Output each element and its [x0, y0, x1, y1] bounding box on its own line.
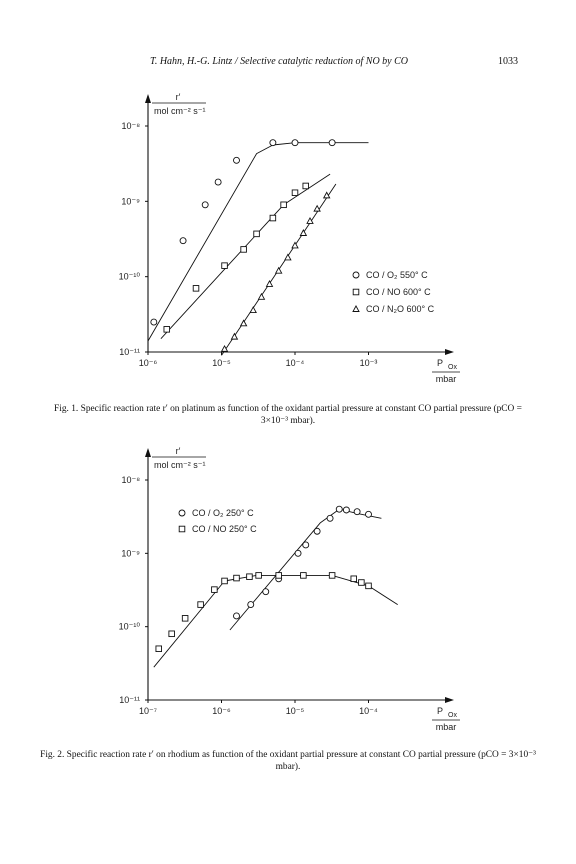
figure-2-chart — [0, 436, 576, 746]
data-point-square — [164, 327, 170, 333]
y-axis-label-denominator: mol cm⁻² s⁻¹ — [154, 106, 206, 116]
data-point-circle — [314, 528, 320, 534]
data-point-square — [256, 573, 262, 579]
data-point-circle — [303, 542, 309, 548]
data-point-square — [281, 202, 287, 208]
figure-1-chart — [0, 82, 576, 402]
y-axis-label-numerator: r′ — [175, 92, 181, 102]
data-point-triangle — [292, 242, 298, 248]
data-point-square — [359, 580, 365, 586]
y-tick-label: 10⁻⁸ — [121, 121, 140, 131]
data-point-circle — [234, 613, 240, 619]
y-tick-label: 10⁻⁸ — [121, 475, 140, 485]
legend-label: CO / NO 600° C — [366, 287, 431, 297]
data-point-square — [222, 578, 228, 584]
data-point-circle — [151, 319, 157, 325]
legend-marker-square — [179, 526, 185, 532]
data-point-circle — [270, 140, 276, 146]
series-curve — [154, 575, 398, 667]
x-tick-label: 10⁻⁶ — [212, 706, 231, 716]
data-point-triangle — [307, 218, 313, 224]
x-tick-label: 10⁻⁶ — [138, 358, 158, 368]
data-point-circle — [327, 515, 333, 521]
series-square — [161, 174, 431, 339]
legend-label: CO / N₂O 600° C — [366, 304, 435, 314]
x-tick-label: 10⁻⁴ — [285, 358, 305, 368]
data-point-square — [270, 215, 276, 221]
legend-label: CO / O₂ 250° C — [192, 508, 254, 518]
legend-marker-circle — [179, 510, 185, 516]
data-point-square — [366, 583, 372, 589]
x-tick-label: 10⁻⁵ — [212, 358, 231, 368]
legend-marker-square — [353, 289, 359, 295]
data-point-square — [222, 263, 228, 269]
data-point-circle — [234, 157, 240, 163]
series-curve — [161, 174, 330, 339]
x-tick-label: 10⁻⁵ — [285, 706, 305, 716]
series-square — [154, 524, 398, 667]
y-axis-label-numerator: r′ — [175, 446, 181, 456]
data-point-circle — [329, 140, 335, 146]
data-point-circle — [248, 602, 254, 608]
x-axis-label-subscript: Ox — [448, 712, 457, 719]
legend-marker-circle — [353, 272, 359, 278]
x-axis-label-subscript: Ox — [448, 364, 457, 371]
x-axis-label-denominator: mbar — [435, 374, 457, 384]
data-point-square — [241, 247, 247, 253]
legend-label: CO / NO 250° C — [192, 524, 257, 534]
data-point-triangle — [258, 294, 264, 300]
data-point-triangle — [250, 307, 256, 313]
x-axis-arrow — [445, 697, 454, 703]
figure-2-caption: Fig. 2. Specific reaction rate r′ on rhodium as function of the oxidant partial pressure at constant CO partial pressure (pCO = 3×10⁻³ mbar). — [40, 750, 536, 772]
data-point-square — [301, 573, 307, 579]
x-tick-label: 10⁻⁷ — [138, 706, 158, 716]
data-point-circle — [354, 509, 360, 515]
data-point-triangle — [222, 346, 228, 352]
y-tick-label: 10⁻¹⁰ — [118, 271, 140, 282]
data-point-square — [182, 616, 188, 622]
data-point-square — [329, 573, 335, 579]
data-point-circle — [180, 238, 186, 244]
data-point-square — [292, 190, 298, 196]
data-point-circle — [263, 589, 269, 595]
legend-label: CO / O₂ 550° C — [366, 270, 428, 280]
figure-1 — [0, 82, 576, 402]
y-tick-label: 10⁻¹¹ — [119, 347, 140, 357]
y-axis-arrow — [145, 94, 151, 103]
y-axis-arrow — [145, 448, 151, 457]
y-tick-label: 10⁻⁹ — [121, 548, 140, 559]
figure-1-caption: Fig. 1. Specific reaction rate r′ on platinum as function of the oxidant partial pressure at constant CO partial pressure (pCO = 3×10⁻³ mbar). — [54, 404, 522, 426]
data-point-square — [212, 587, 218, 593]
data-point-circle — [336, 506, 342, 512]
x-axis-label-denominator: mbar — [435, 722, 457, 732]
data-point-circle — [343, 507, 349, 513]
data-point-square — [234, 575, 240, 581]
x-tick-label: 10⁻⁴ — [359, 706, 378, 716]
page-number: 1033 — [498, 56, 518, 67]
figure-2 — [0, 436, 576, 746]
data-point-square — [198, 602, 204, 608]
data-point-square — [247, 574, 253, 580]
running-title: T. Hahn, H.-G. Lintz / Selective catalytic reduction of NO by CO — [150, 56, 409, 67]
data-point-circle — [215, 179, 221, 185]
y-axis-label-denominator: mol cm⁻² s⁻¹ — [154, 460, 206, 470]
data-point-square — [351, 576, 357, 582]
data-point-square — [303, 183, 309, 189]
data-point-circle — [202, 202, 208, 208]
data-point-square — [156, 646, 162, 652]
data-point-square — [193, 286, 199, 292]
y-tick-label: 10⁻⁹ — [121, 196, 140, 207]
x-axis-label-numerator: P — [436, 358, 444, 368]
data-point-square — [254, 231, 260, 237]
x-axis-arrow — [445, 349, 454, 355]
chart-1-group — [119, 92, 460, 384]
data-point-square — [276, 573, 282, 579]
data-point-square — [169, 631, 175, 637]
data-point-triangle — [267, 281, 273, 287]
y-tick-label: 10⁻¹¹ — [119, 695, 140, 705]
legend-marker-triangle — [353, 306, 359, 312]
x-axis-label-numerator: P — [436, 706, 444, 716]
x-tick-label: 10⁻³ — [359, 358, 378, 368]
chart-2-group — [119, 446, 460, 732]
data-point-triangle — [231, 334, 237, 340]
data-point-triangle — [241, 320, 247, 326]
data-point-triangle — [285, 254, 291, 260]
data-point-circle — [295, 550, 301, 556]
data-point-circle — [366, 511, 372, 517]
y-tick-label: 10⁻¹⁰ — [118, 621, 140, 632]
data-point-circle — [292, 140, 298, 146]
data-point-triangle — [300, 230, 306, 236]
data-point-triangle — [276, 268, 282, 274]
